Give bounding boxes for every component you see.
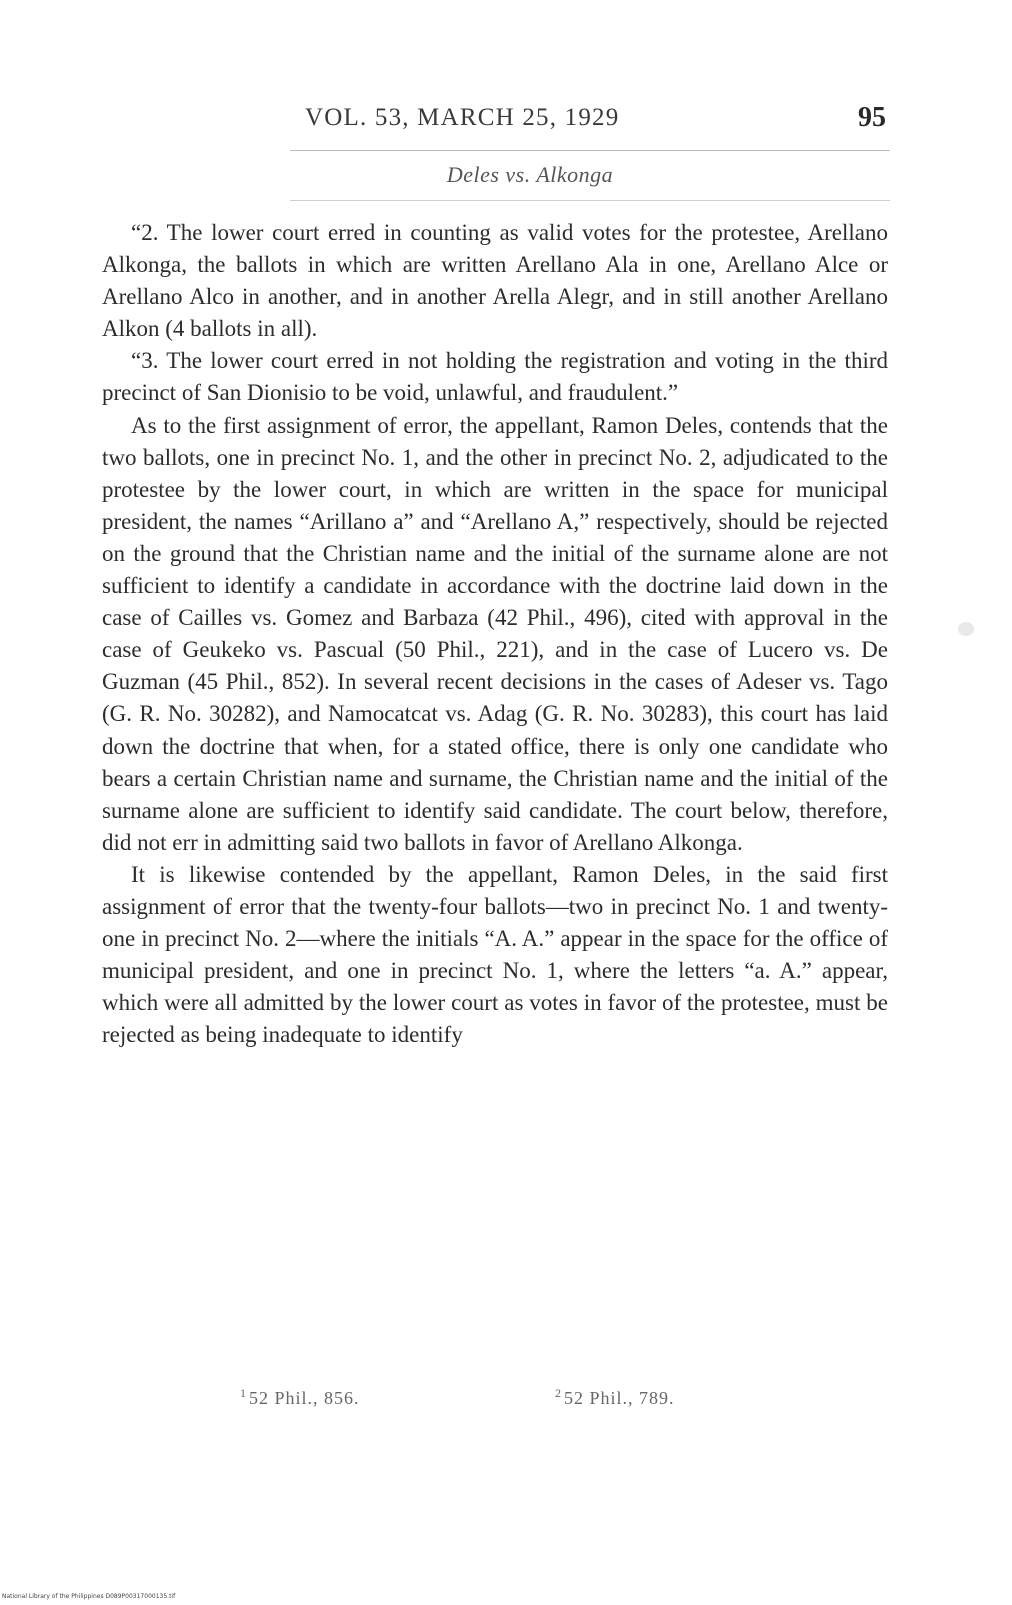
case-title <box>100 162 890 188</box>
scan-credit: National Library of the Philippines D089P00317000135.tif <box>2 1593 176 1600</box>
paragraph-initials-contention: It is likewise contended by the appellant, Ramon Deles, in the said first assignment of error that the twenty-four ballots—two in precinct No. 1 and twenty-one in precinct No. 2—where the initials “A. A.” appear in the space for the office of municipal president, and one in precinct No. 1, where the letters “a. A.” appear, which were all admitted by the lower court as votes in favor of the protestee, must be rejected as being inadequate to identify <box>102 861 888 1048</box>
body-text <box>102 217 888 1051</box>
volume-date-line: VOL. 53, MARCH 25, 1929 <box>305 104 620 131</box>
footnote-1 <box>240 1386 360 1409</box>
scan-speck <box>958 622 974 636</box>
page-number: 95 <box>858 102 886 133</box>
paragraph-first-assignment: As to the first assignment of error, the appellant, Ramon Deles, contends that the two ballots, one in precinct No. 1, and the other in precinct No. 2, adjudicated to the protestee by the lower court, in which are written in the space for municipal president, the names “Arillano a” and “Arellano A,” respectively, should be rejected on the ground that the Christian name and the initial of the surname alone are not sufficient to identify a candidate in accordance with the doctrine laid down in the case of Cailles vs. Gomez and Barbaza (42 Phil., 496), cited with approval in the case of Geukeko vs. Pascual (50 Phil., 221), and in the case of Lucero vs. De Guzman (45 Phil., 852). In several recent decisions in the cases of Adeser vs. Tago (G. R. No. 30282), and Namocatcat vs. Adag (G. R. No. 30283), this court has laid down the doctrine that when, for a stated office, there is only one candidate who bears a certain Christian name and surname, the Christian name and the initial of the surname alone are sufficient to identify said candidate. The court below, therefore, did not err in admitting said two ballots in favor of Arellano Alkonga. <box>102 412 888 855</box>
case-title-text: Deles vs. Alkonga <box>446 162 614 187</box>
paragraph-error-2: “2. The lower court erred in counting as valid votes for the protestee, Arellano Alkonga, the ballots in which are written Arellano Ala in one, Arellano Alce or Arellano Alco in another, and in another Arella Alegr, and in still another Arellano Alkon (4 ballots in all). <box>102 220 888 342</box>
footnote-1-mark: 1 <box>240 1386 247 1400</box>
footnote-2 <box>555 1386 675 1409</box>
paragraph-error-3: “3. The lower court erred in not holding the registration and voting in the third precinct of San Dionisio to be void, unlawful, and fraudulent.” <box>102 348 888 406</box>
case-title-rule <box>290 200 890 201</box>
footnote-2-mark: 2 <box>555 1386 562 1400</box>
footnote-1-text: 52 Phil., 856. <box>249 1388 360 1408</box>
footnote-2-text: 52 Phil., 789. <box>564 1388 675 1408</box>
footnotes <box>100 1386 890 1414</box>
header-rule <box>290 150 890 151</box>
running-head <box>100 104 890 144</box>
